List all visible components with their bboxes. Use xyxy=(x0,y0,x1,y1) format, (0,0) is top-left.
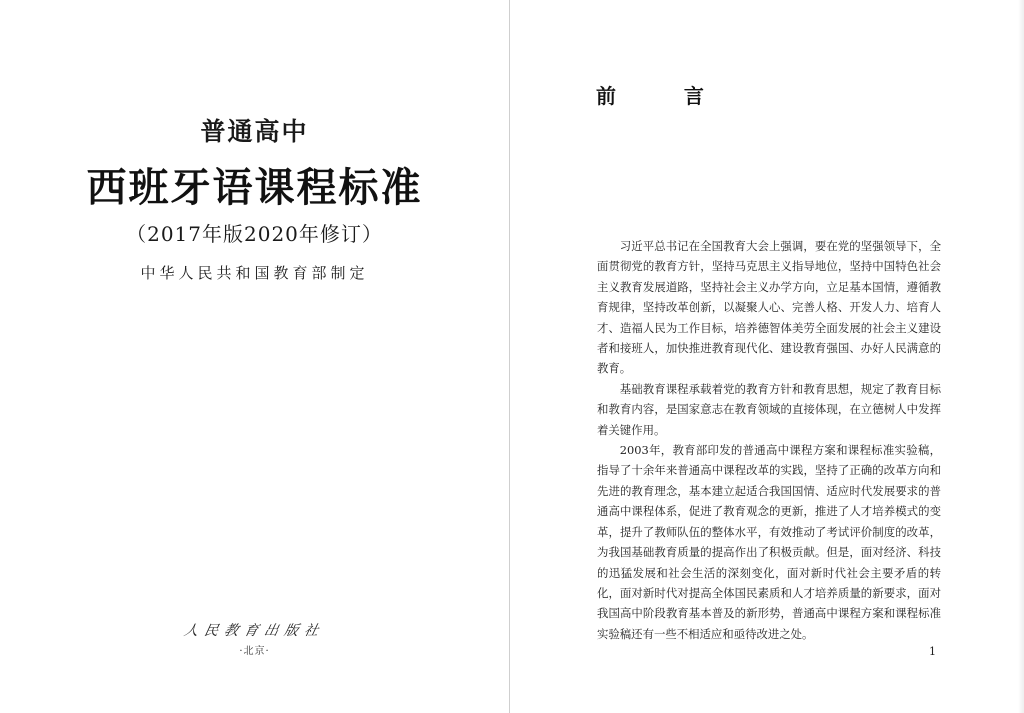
preface-body xyxy=(597,236,941,644)
publisher-logo: 人民教育出版社 xyxy=(182,623,326,639)
preface-paragraph: 基础教育课程承载着党的教育方针和教育思想，规定了教育目标和教育内容，是国家意志在教育领域的直接体现，在立德树人中发挥着关键作用。 xyxy=(597,381,941,437)
title-page xyxy=(0,0,509,713)
series-name: 普通高中 xyxy=(200,117,309,146)
page-number: 1 xyxy=(929,645,936,658)
preface-paragraph: 2003年，教育部印发的普通高中课程方案和课程标准实验稿，指导了十余年来普通高中课程改革的实践，坚持了正确的改革方向和先进的教育理念，基本建立起适合我国国情、适应时代发展要求的普通高中课程体系，促进了教育观念的更新，推进了人才培养模式的变革，提升了教师队伍的整体水平，有效推动了考试评价制度的改革，为我国基础教育质量的提高作出了积极贡献。但是，面对经济、科技的迅猛发展和社会生活的深刻变化，面对新时代社会主要矛盾的转化，面对新时代对提高全体国民素质和人才培养质量的新要求，面对我国高中阶段教育基本普及的新形势，普通高中课程方案和课程标准实验稿还有一些不相适应和亟待改进之处。 xyxy=(597,443,941,641)
issuing-authority: 中华人民共和国教育部制定 xyxy=(140,264,369,282)
page-edge xyxy=(1018,0,1024,713)
preface-paragraph: 习近平总书记在全国教育大会上强调，要在党的坚强领导下，全面贯彻党的教育方针，坚持马克思主义指导地位，坚持中国特色社会主义教育发展道路，坚持社会主义办学方向，立足基本国情，遵循教育规律，坚持改革创新，以凝聚人心、完善人格、开发人力、培育人才、造福人民为工作目标，培养德智体美劳全面发展的社会主义建设者和接班人，加快推进教育现代化、建设教育强国、办好人民满意的教育。 xyxy=(597,239,941,376)
edition-note: （2017年版2020年修订） xyxy=(126,222,383,246)
publisher-city: ·北京· xyxy=(239,646,270,657)
preface-heading: 前 言 xyxy=(596,84,722,108)
book-title: 西班牙语课程标准 xyxy=(86,164,423,211)
